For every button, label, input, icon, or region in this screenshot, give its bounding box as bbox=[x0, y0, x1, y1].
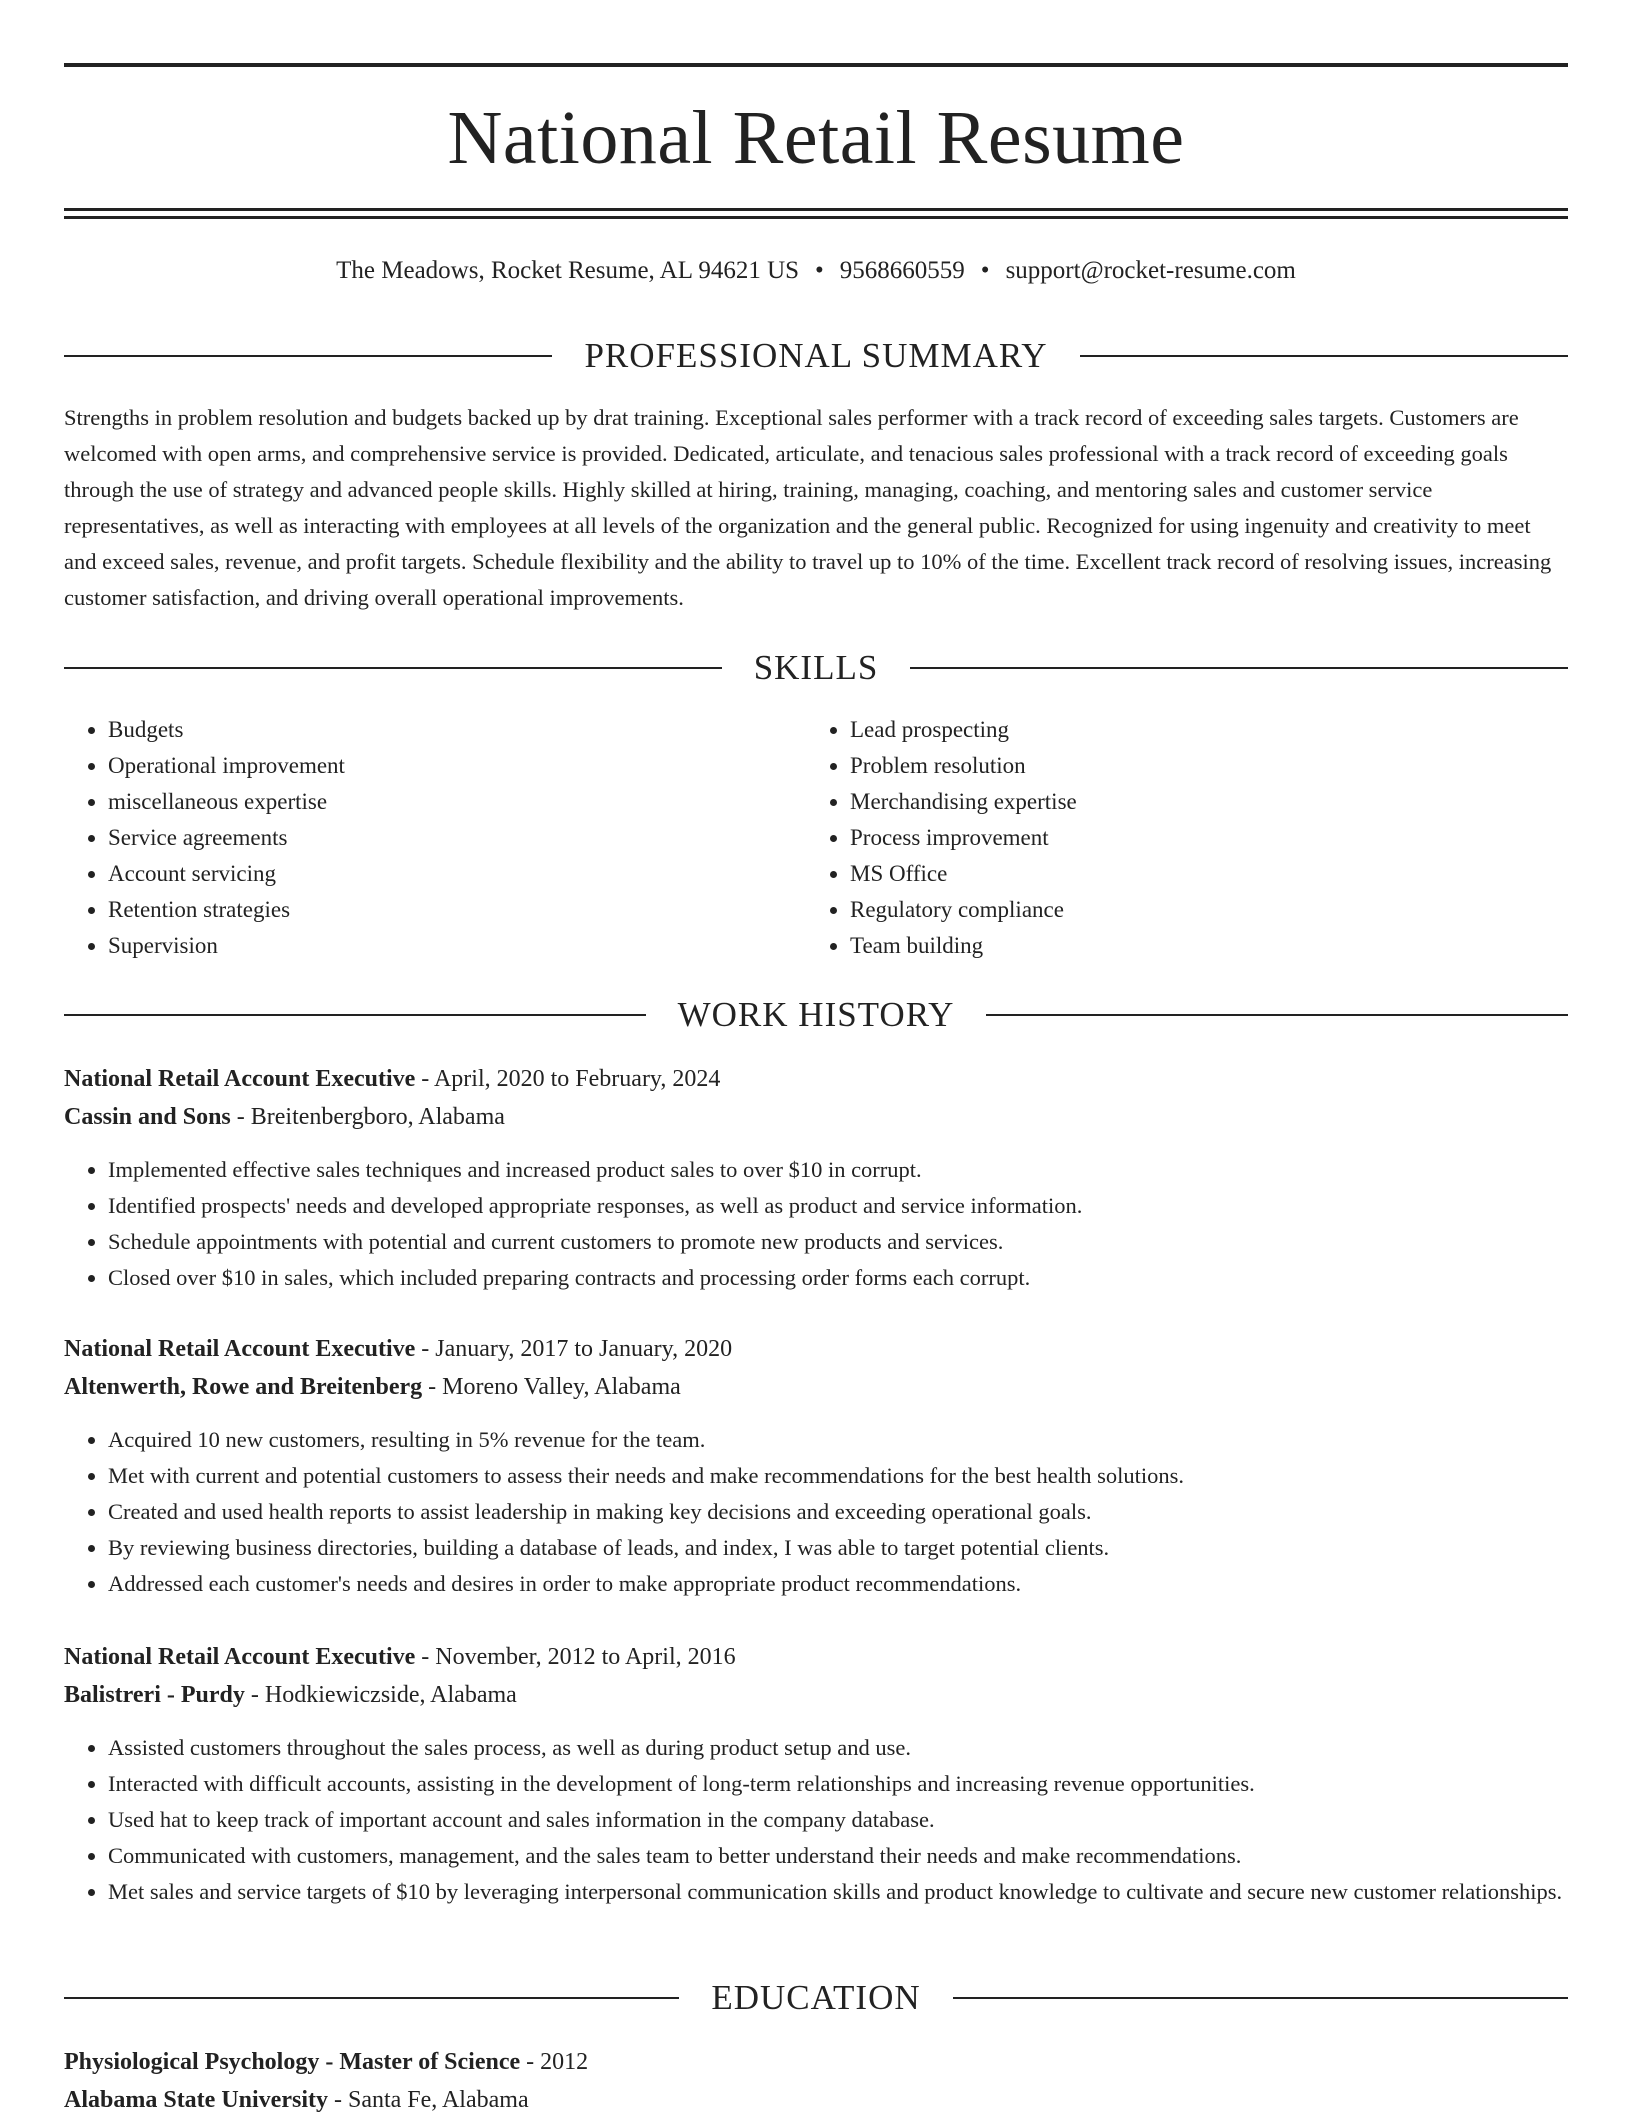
title-rule-upper bbox=[64, 208, 1568, 211]
job-bullets bbox=[64, 1422, 1568, 1602]
job-company: Cassin and Sons bbox=[64, 1104, 231, 1130]
skill-item: • Team building bbox=[850, 928, 1548, 964]
heading-rule-right bbox=[910, 667, 1568, 669]
job-dates: - January, 2017 to January, 2020 bbox=[415, 1336, 733, 1362]
top-rule bbox=[64, 63, 1568, 67]
skill-item: • Regulatory compliance bbox=[850, 892, 1548, 928]
skill-item: • Operational improvement bbox=[108, 748, 806, 784]
job-company-line bbox=[64, 1098, 1568, 1136]
skills-list bbox=[64, 712, 1568, 964]
job-entry bbox=[64, 1638, 1568, 1910]
skill-item: • MS Office bbox=[850, 856, 1548, 892]
work-heading bbox=[64, 993, 1568, 1037]
job-company: Altenwerth, Rowe and Breitenberg bbox=[64, 1374, 423, 1400]
job-bullet: • Created and used health reports to assist leadership in making key decisions and exceeding operational goals. bbox=[108, 1494, 1568, 1530]
education-heading bbox=[64, 1976, 1568, 2020]
job-title: National Retail Account Executive bbox=[64, 1066, 416, 1092]
summary-heading bbox=[64, 334, 1568, 378]
resume-title: National Retail Resume bbox=[447, 96, 1185, 180]
skill-item: • Account servicing bbox=[108, 856, 806, 892]
job-bullet: • By reviewing business directories, building a database of leads, and index, I was able to target potential clients. bbox=[108, 1530, 1568, 1566]
job-dates: - November, 2012 to April, 2016 bbox=[415, 1644, 736, 1670]
heading-rule-left bbox=[64, 355, 552, 357]
contact-separator: • bbox=[980, 257, 990, 284]
job-company: Balistreri - Purdy bbox=[64, 1682, 245, 1708]
job-bullet: • Met sales and service targets of $10 by leveraging interpersonal communication skills and product knowledge to cultivate and secure new customer relationships. bbox=[108, 1874, 1568, 1910]
job-bullet: • Schedule appointments with potential and current customers to promote new products and services. bbox=[108, 1224, 1568, 1260]
job-company-line bbox=[64, 1368, 1568, 1406]
contact-separator: • bbox=[815, 257, 824, 284]
contact-address: The Meadows, Rocket Resume, AL 94621 US bbox=[336, 257, 800, 284]
skills-heading-label: SKILLS bbox=[753, 648, 879, 687]
job-entry bbox=[64, 1330, 1568, 1602]
job-bullet: • Closed over $10 in sales, which included preparing contracts and processing order forms each corrupt. bbox=[108, 1260, 1568, 1296]
contact-line bbox=[64, 254, 1568, 288]
job-dates: - April, 2020 to February, 2024 bbox=[415, 1066, 721, 1092]
job-bullet: • Addressed each customer's needs and desires in order to make appropriate product recommendations. bbox=[108, 1566, 1568, 1602]
job-role-line bbox=[64, 1060, 1568, 1098]
contact-email: support@rocket-resume.com bbox=[1005, 257, 1296, 284]
heading-rule-right bbox=[953, 1997, 1568, 1999]
education-entry bbox=[64, 2043, 1568, 2119]
skill-item: • Lead prospecting bbox=[850, 712, 1548, 748]
job-title: National Retail Account Executive bbox=[64, 1336, 416, 1362]
job-bullets bbox=[64, 1152, 1568, 1296]
education-degree-line bbox=[64, 2043, 1568, 2081]
summary-text: Strengths in problem resolution and budgets backed up by drat training. Exceptional sales performer with a track record of exceeding sales targets. Customers are welcomed with open arms, and comprehensive service is provided. Dedicated, articulate, and tenacious sales professional with a track record of exceeding goals through the use of strategy and advanced people skills. Highly skilled at hiring, training, managing, coaching, and mentoring sales and customer service representatives, as well as interacting with employees at all levels of the organization and the general public. Recognized for using ingenuity and creativity to meet and exceed sales, revenue, and profit targets. Schedule flexibility and the ability to travel up to 10% of the time. Excellent track record of resolving issues, increasing customer satisfaction, and driving overall operational improvements. bbox=[64, 405, 1552, 610]
job-bullet: • Used hat to keep track of important account and sales information in the company database. bbox=[108, 1802, 1568, 1838]
heading-rule-right bbox=[986, 1014, 1568, 1016]
job-bullet: • Implemented effective sales techniques and increased product sales to over $10 in corrupt. bbox=[108, 1152, 1568, 1188]
job-entry bbox=[64, 1060, 1568, 1296]
education-heading-label: EDUCATION bbox=[711, 1978, 921, 2017]
job-location: - Moreno Valley, Alabama bbox=[422, 1374, 681, 1400]
heading-rule-left bbox=[64, 1014, 646, 1016]
job-bullets bbox=[64, 1730, 1568, 1910]
summary-heading-label: PROFESSIONAL SUMMARY bbox=[584, 336, 1048, 375]
job-title: National Retail Account Executive bbox=[64, 1644, 416, 1670]
job-bullet: • Met with current and potential customers to assess their needs and make recommendations for the best health solutions. bbox=[108, 1458, 1568, 1494]
heading-rule-left bbox=[64, 667, 722, 669]
education-school: Alabama State University bbox=[64, 2087, 328, 2113]
title-rule-lower bbox=[64, 216, 1568, 219]
skill-item: • Process improvement bbox=[850, 820, 1548, 856]
skills-column-left bbox=[64, 712, 806, 964]
skills-heading bbox=[64, 646, 1568, 690]
job-location: - Breitenbergboro, Alabama bbox=[230, 1104, 505, 1130]
education-degree: Physiological Psychology - Master of Science bbox=[64, 2049, 521, 2075]
heading-rule-left bbox=[64, 1997, 679, 1999]
work-heading-label: WORK HISTORY bbox=[677, 995, 955, 1034]
skill-item: • Budgets bbox=[108, 712, 806, 748]
skills-column-right bbox=[806, 712, 1548, 964]
education-school-line bbox=[64, 2081, 1568, 2119]
job-location: - Hodkiewiczside, Alabama bbox=[244, 1682, 517, 1708]
skill-item: • Merchandising expertise bbox=[850, 784, 1548, 820]
education-year: - 2012 bbox=[520, 2049, 589, 2075]
skill-item: • Retention strategies bbox=[108, 892, 806, 928]
heading-rule-right bbox=[1080, 355, 1568, 357]
job-bullet: • Assisted customers throughout the sales process, as well as during product setup and use. bbox=[108, 1730, 1568, 1766]
job-company-line bbox=[64, 1676, 1568, 1714]
contact-phone: 9568660559 bbox=[839, 257, 965, 284]
job-bullet: • Identified prospects' needs and developed appropriate responses, as well as product and service information. bbox=[108, 1188, 1568, 1224]
skill-item: • Service agreements bbox=[108, 820, 806, 856]
job-role-line bbox=[64, 1330, 1568, 1368]
job-bullet: • Interacted with difficult accounts, assisting in the development of long-term relationships and increasing revenue opportunities. bbox=[108, 1766, 1568, 1802]
job-bullet: • Communicated with customers, management, and the sales team to better understand their needs and make recommendations. bbox=[108, 1838, 1568, 1874]
skill-item: • miscellaneous expertise bbox=[108, 784, 806, 820]
education-location: - Santa Fe, Alabama bbox=[327, 2087, 529, 2113]
job-bullet: • Acquired 10 new customers, resulting in 5% revenue for the team. bbox=[108, 1422, 1568, 1458]
job-role-line bbox=[64, 1638, 1568, 1676]
skill-item: • Problem resolution bbox=[850, 748, 1548, 784]
skill-item: • Supervision bbox=[108, 928, 806, 964]
